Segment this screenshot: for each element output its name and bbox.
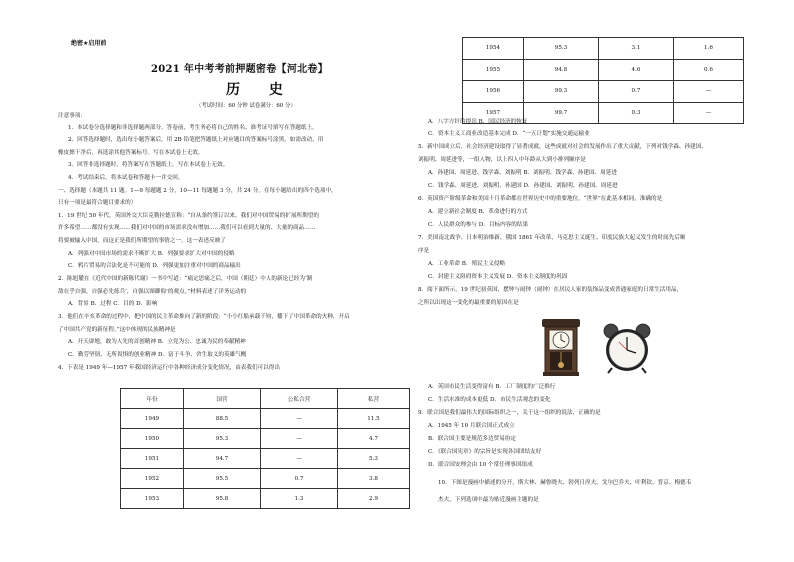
question-line: 1．19 世纪 50 年代，英国外交大臣克勒拉德宣称：“自从条约签订以来，我们对中国贸易的扩展所期望的 (58, 213, 319, 219)
table-cell: 1950 (121, 429, 184, 449)
question-line: 4．下表是 1949 年—1957 年我国经济运行中各种经济成分变化情况，由表我们可以得出 (58, 365, 280, 371)
table-row (121, 409, 410, 429)
question-option: A．背景 B．过程 C．目的 D．影响 (68, 301, 158, 307)
question-option: A．英国市民生活变得富有 B．工厂制度的广泛推行 (428, 384, 556, 390)
question-line: 刘振明、周延进等，一组人物，以上四人中年龄从大到小排列顺序是 (418, 157, 586, 163)
question-line: 序是 (418, 248, 430, 254)
question-line: 2．陈旭麓在《近代中国的新陈代谢》一书中写道：“痛定思痛之后，中国（朝廷）中人的新论已经为‘制 (58, 276, 313, 282)
table-row (463, 81, 744, 103)
question-option: B．联合国主要是规范多边贸易协定 (428, 436, 517, 442)
question-line: 3．他们在辛亥革命的过程中，把中国的民主革命推向了新的阶段：“小小红船承载千钧，播下了中国革命的火种，开启 (58, 314, 350, 320)
table-cell: 1956 (463, 81, 524, 103)
table-row (463, 38, 744, 60)
table-cell: 95.5 (184, 469, 261, 489)
question-option: C．封建主义阻碍资本主义发展 D．资本主义制度的巩固 (428, 274, 568, 280)
table-cell: 99.7 (524, 102, 599, 124)
question-line: 8．阅下面所示，19 世纪初英国，摆钟与闹钟（闹钟）在居民人家的装饰品变成普通家庭的日常生活用品， (418, 287, 683, 293)
question-line: 9．联合国是我们最伟大的国际组织之一，关于这一组织的说法，正确的是 (418, 410, 601, 416)
table-cell: 1951 (121, 449, 184, 469)
table-cell: 1.6 (674, 38, 744, 60)
table-cell: 0.6 (674, 59, 744, 81)
question-option: A．列强对中国市场的需求不断扩大 B．列强要求扩大对中国的侵略 (68, 251, 235, 257)
subject-title: 历 史 (226, 82, 295, 98)
table-row (121, 449, 410, 469)
secret-label: 绝密★启用前 (71, 40, 107, 47)
table-cell: — (261, 429, 338, 449)
table-row (121, 489, 410, 509)
question-line: 5．新中国成立后，社会经济建设取得了显著成就，这些成就对社会的发展作出了重大贡献，下列对钱学森、孙建国、 (418, 144, 707, 150)
section-heading: 一、选择题（本题共 11 题。1—9 每题题 2 分，10—11 每题题 3 分，共 24 分。在每小题给出的四个选项中， (58, 188, 337, 194)
notes-heading: 注意事项： (58, 113, 86, 119)
table-header-cell: 年份 (121, 389, 184, 409)
question-option: C．钱学森、周延进、刘振明、孙建国 D．孙建国、刘振明、孙建国、周延进 (428, 183, 618, 189)
question-line: 之所以出现这一变化的最重要的原因在是 (418, 300, 519, 306)
question-line: 7．美国南北战争、日本明治维新、俄国 1861 年改革，马克思主义诞生、印度民族大起义发生的时间先后顺 (418, 235, 686, 241)
question-option: A．孙建国、周延进、钱学森、刘振明 B．刘振明、钱学森、孙建国、周延进 (428, 170, 617, 176)
table-cell: 4.7 (338, 429, 410, 449)
table-cell: — (261, 409, 338, 429)
question-option: A．建立新社会制度 B．革命进行的方式 (428, 209, 528, 215)
note-line: 2．回答选择题时，选出每小题答案后，用 2B 铅笔把答题纸上对应题目的答案标号涂黑。如需改动，用 (68, 137, 324, 143)
table-cell: 1.3 (261, 489, 338, 509)
question-option: A．工业革命 B．殖民主义侵略 (428, 261, 506, 267)
table-cell: 95.3 (184, 429, 261, 449)
table-cell: 0.3 (599, 102, 674, 124)
table-cell: 1954 (463, 38, 524, 60)
question-option: C．鸦片贸易的合法化是不可能的 D．列强更加注重对中国的商品输出 (68, 263, 241, 269)
question-option: C．人民群众的参与 D．目标内容的结果 (428, 222, 529, 228)
table-row (121, 429, 410, 449)
question-option: C．勤劳坚韧、无所畏惧的创业精神 D．富于斗争、舍生取义的英雄气概 (68, 352, 247, 358)
table-header-row (121, 389, 410, 409)
question-line: 敌在乎自强，自强必先练兵’，自强以图御侮’的观点。”材料表述了洋务运动的 (58, 289, 247, 295)
question-line: 10．下图是漫画中描述的分开，斯大林、赫鲁晓夫、勃列日涅夫、戈尔巴乔夫、叶利钦、普京、梅德韦 (438, 480, 692, 486)
table-row (463, 59, 744, 81)
note-line: 橡皮擦干净后，再选涂其他答案标号。写在本试卷上无效。 (58, 150, 204, 156)
table-cell: 3.1 (599, 38, 674, 60)
table-cell: 11.5 (338, 409, 410, 429)
table-cell: 95.8 (184, 489, 261, 509)
question-option: D．联合国安理会由 10 个常任理事国组成 (428, 462, 533, 468)
question-line: 6．英国资产阶级革命和美国十月革命都在世界历史中的重要地位，“世界”在此基本相同，准确的是 (418, 196, 663, 202)
question-option: A．八字方针的提出 B．国民经济的恢复 (428, 119, 528, 125)
table-cell: 1949 (121, 409, 184, 429)
table-cell: 95.3 (524, 38, 599, 60)
exam-meta: （考试时间：60 分钟 试卷满分：60 分） (196, 103, 296, 109)
table-cell: 1955 (463, 59, 524, 81)
question-line: 许多希望……都没有实现……我们对中国的市场需求没有增加……我们可以看到大量的、大量的商品…… (58, 225, 316, 231)
table-cell: 2.9 (338, 489, 410, 509)
question-option: C．生活水准的成本更低 D．市民生活观念的变化 (428, 397, 551, 403)
note-line: 4．考试结束后，将本试卷和答题卡一并交回。 (68, 175, 184, 181)
question-option: A．开天辟地，敢为人先的首创精神 B．立党为公、忠诚为民的奉献精神 (68, 339, 246, 345)
table-cell: 1957 (463, 102, 524, 124)
note-line: 1．本试卷分选择题和非选择题两部分。答卷前，考生务必将自己的姓名、准考证号填写在答题纸上。 (68, 125, 318, 131)
table-header-cell: 公私合营 (261, 389, 338, 409)
economy-table-part2 (462, 37, 744, 124)
table-cell: 88.5 (184, 409, 261, 429)
table-header-cell: 私营 (338, 389, 410, 409)
table-cell: — (674, 81, 744, 103)
page-title: 2021 年中考考前押题密卷【河北卷】 (151, 64, 329, 75)
table-cell: 0.7 (599, 81, 674, 103)
question-line: 了中国共产党的新征程。”这中体现的民族精神是 (58, 327, 176, 333)
table-cell: 99.3 (524, 81, 599, 103)
table-cell: — (261, 449, 338, 469)
note-line: 3．回答非选择题时，将答案写在答题纸上。写在本试卷上无效。 (68, 162, 229, 168)
table-cell: 1952 (121, 469, 184, 489)
question-option: C．资本主义工商业改造基本完成 D．“一五计划”实施交通运输业 (428, 131, 590, 137)
question-option: A．1945 年 10 月联合国正式成立 (428, 423, 515, 429)
table-cell: — (674, 102, 744, 124)
table-cell: 1953 (121, 489, 184, 509)
table-row (121, 469, 410, 489)
pendulum-clock-icon (538, 318, 584, 380)
table-cell: 3.8 (338, 469, 410, 489)
question-option: C．《联合国宪章》的宗旨是实现各国团结友好 (428, 449, 542, 455)
table-cell: 5.3 (338, 449, 410, 469)
table-cell: 94.8 (524, 59, 599, 81)
table-header-cell: 国营 (184, 389, 261, 409)
question-line: 将要被输入中国，而这正是我们所期望的事情之一。这一表述反映了 (58, 238, 226, 244)
economy-table-part1 (120, 388, 410, 509)
question-line: 杰夫，下列选项中最为贴近漫画主题的是 (438, 497, 539, 503)
table-cell: 4.6 (599, 59, 674, 81)
table-cell: 94.7 (184, 449, 261, 469)
table-cell: 0.7 (261, 469, 338, 489)
alarm-clock-icon (598, 322, 656, 378)
section-heading-2: 只有一项是最符合题目要求的） (58, 200, 137, 206)
